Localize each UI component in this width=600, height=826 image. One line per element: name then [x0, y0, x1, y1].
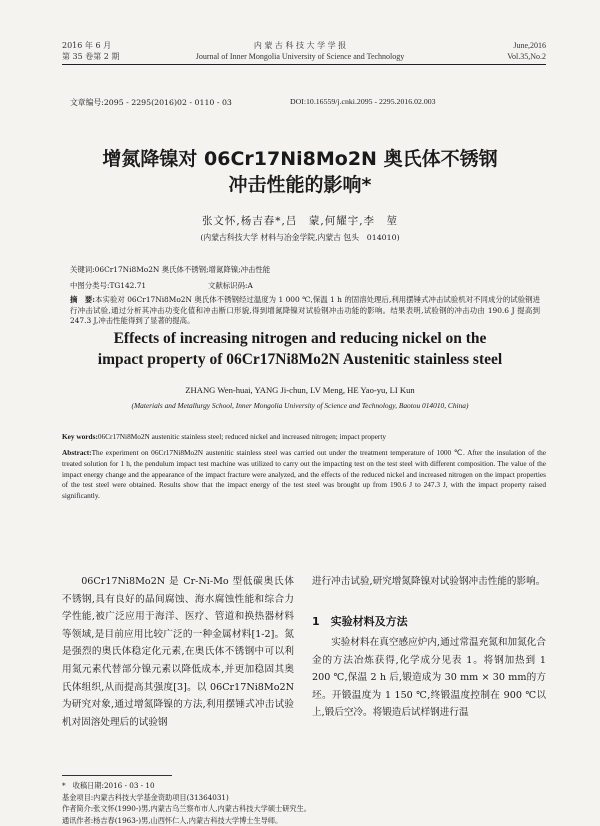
header-journal-en: Journal of Inner Mongolia University of Science and Technology: [150, 51, 450, 62]
abstract-en: [62, 448, 546, 502]
header-volume: 第 35 卷第 2 期: [62, 51, 119, 62]
authors-en: ZHANG Wen-huai, YANG Ji-chun, LV Meng, HE Yao-yu, LI Kun: [60, 385, 540, 395]
header-month: June,2016: [446, 40, 546, 51]
body-left-paragraph: 06Cr17Ni8Mo2N 是 Cr-Ni-Mo 型低碳奥氏体不锈钢,具有良好的晶间腐蚀、海水腐蚀性能和综合力学性能,被广泛应用于海洋、医疗、管道和换热器材料等领域,是目前应用比较广泛的一种金属材料[1-2]。氮是强烈的奥氏体稳定化元素,在奥氏体不锈钢中可以利用氮元素代替部分镍元素以降低成本,并更加稳固其奥氏体组织,从而提高其强度[3]。以 06Cr17Ni8Mo2N 为研究对象,通过增氮降镍的方法,利用摆锤式冲击试验机对固溶处理后的试验钢: [62, 573, 294, 731]
body-right-intro: 进行冲击试验,研究增氮降镍对试验钢冲击性能的影响。: [312, 573, 546, 591]
keywords-en-label: Key words:: [62, 432, 98, 441]
affiliation-en: (Materials and Metallurgy School, Inner Mongolia University of Science and Technology, Baotou 014010, China): [60, 401, 540, 410]
header-rule: [62, 64, 546, 65]
header-vol-no: Vol.35,No.2: [446, 51, 546, 62]
keywords-en-text: 06Cr17Ni8Mo2N austenitic stainless steel; reduced nickel and increased nitrogen; impact property: [98, 432, 386, 441]
footnote-fund: 基金项目:内蒙古科技大学基金资助项目(31364031): [62, 792, 546, 804]
footnotes: [62, 780, 546, 826]
abstract-cn-label: 摘 要:: [70, 295, 95, 304]
abstract-en-label: Abstract:: [62, 448, 92, 457]
section-1-paragraph: 实验材料在真空感应炉内,通过常温充氮和加氮化合金的方法冶炼获得,化学成分见表 1。将钢加热到 1 200 ℃,保温 2 h 后,锻造成为 30 mm × 30 mm的方坯。开锻温度为 1 150 ℃,终锻温度控制在 900 ℃以上,锻后空冷。将锻造后试样钢进行温: [312, 634, 546, 722]
title-en-line1: Effects of increasing nitrogen and reducing nickel on the: [60, 330, 540, 348]
abstract-cn-text: 本实验对 06Cr17Ni8Mo2N 奥氏体不锈钢经过温度为 1 000 ℃,保温 1 h 的固溶处理后,利用摆锤式冲击试验机对不同成分的试验钢进行冲击试验,通过分析其冲击功变化值和冲击断口形貌,得到增氮降镍对试验钢冲击功能的影响。结果表明,试验钢的冲击功由 190.6 J 提高到 247.3 J,冲击性能得到了显著的提高。: [70, 295, 540, 325]
document-code: 文献标识码:A: [208, 281, 253, 292]
abstract-en-text: The experiment on 06Cr17Ni8Mo2N austenitic stainless steel was carried out under the treatment temperature of 1000 ℃. After the insulation of the treated solution for 1 h, the pendulum impact test machine was utilized to carry out the impacting test on the test steel with different composition. The value of the impact energy change and the appearance of the impact fracture were analyzed, and the effects of the reduced nickel and increased nitrogen on the impact properties of the test steel were obtained. Results show that the impact energy of the test steel was brought up from 190.6 J to 247.3 J, with the impact property raised significantly.: [62, 448, 546, 500]
affiliation-cn: (内蒙古科技大学 材料与冶金学院,内蒙古 包头 014010): [60, 232, 540, 243]
keywords-en: [62, 432, 546, 443]
abstract-cn: [70, 295, 540, 327]
footnote-rule: [62, 775, 172, 776]
title-en-line2: impact property of 06Cr17Ni8Mo2N Austenitic stainless steel: [60, 351, 540, 369]
title-cn-line2: 冲击性能的影响*: [60, 170, 540, 197]
doi: DOI:10.16559/j.cnki.2095 - 2295.2016.02.003: [290, 97, 436, 106]
title-cn-line1: 增氮降镍对 06Cr17Ni8Mo2N 奥氏体不锈钢: [60, 144, 540, 171]
header-date: 2016 年 6 月: [62, 40, 111, 51]
header-journal-cn: 内 蒙 古 科 技 大 学 学 报: [150, 40, 450, 51]
article-id: 文章编号:2095 - 2295(2016)02 - 0110 - 03: [70, 97, 232, 108]
clc-number: 中图分类号:TG142.71: [70, 281, 146, 292]
keywords-cn: 关键词:06Cr17Ni8Mo2N 奥氏体不锈钢;增氮降镍;冲击性能: [70, 265, 270, 276]
footnote-author-bio: 作者简介:张文怀(1990-)男,内蒙古乌兰察布市人,内蒙古科技大学硕士研究生。: [62, 803, 546, 815]
footnote-corresponding-author: 通讯作者:杨吉春(1963-)男,山西怀仁人,内蒙古科技大学博士生导师。: [62, 815, 546, 826]
footnote-received-date: * 收稿日期:2016 - 03 - 10: [62, 780, 546, 792]
authors-cn: 张文怀,杨吉春*,吕 蒙,何耀宇,李 堃: [60, 213, 540, 228]
section-1-heading: 1 实验材料及方法: [312, 613, 408, 629]
